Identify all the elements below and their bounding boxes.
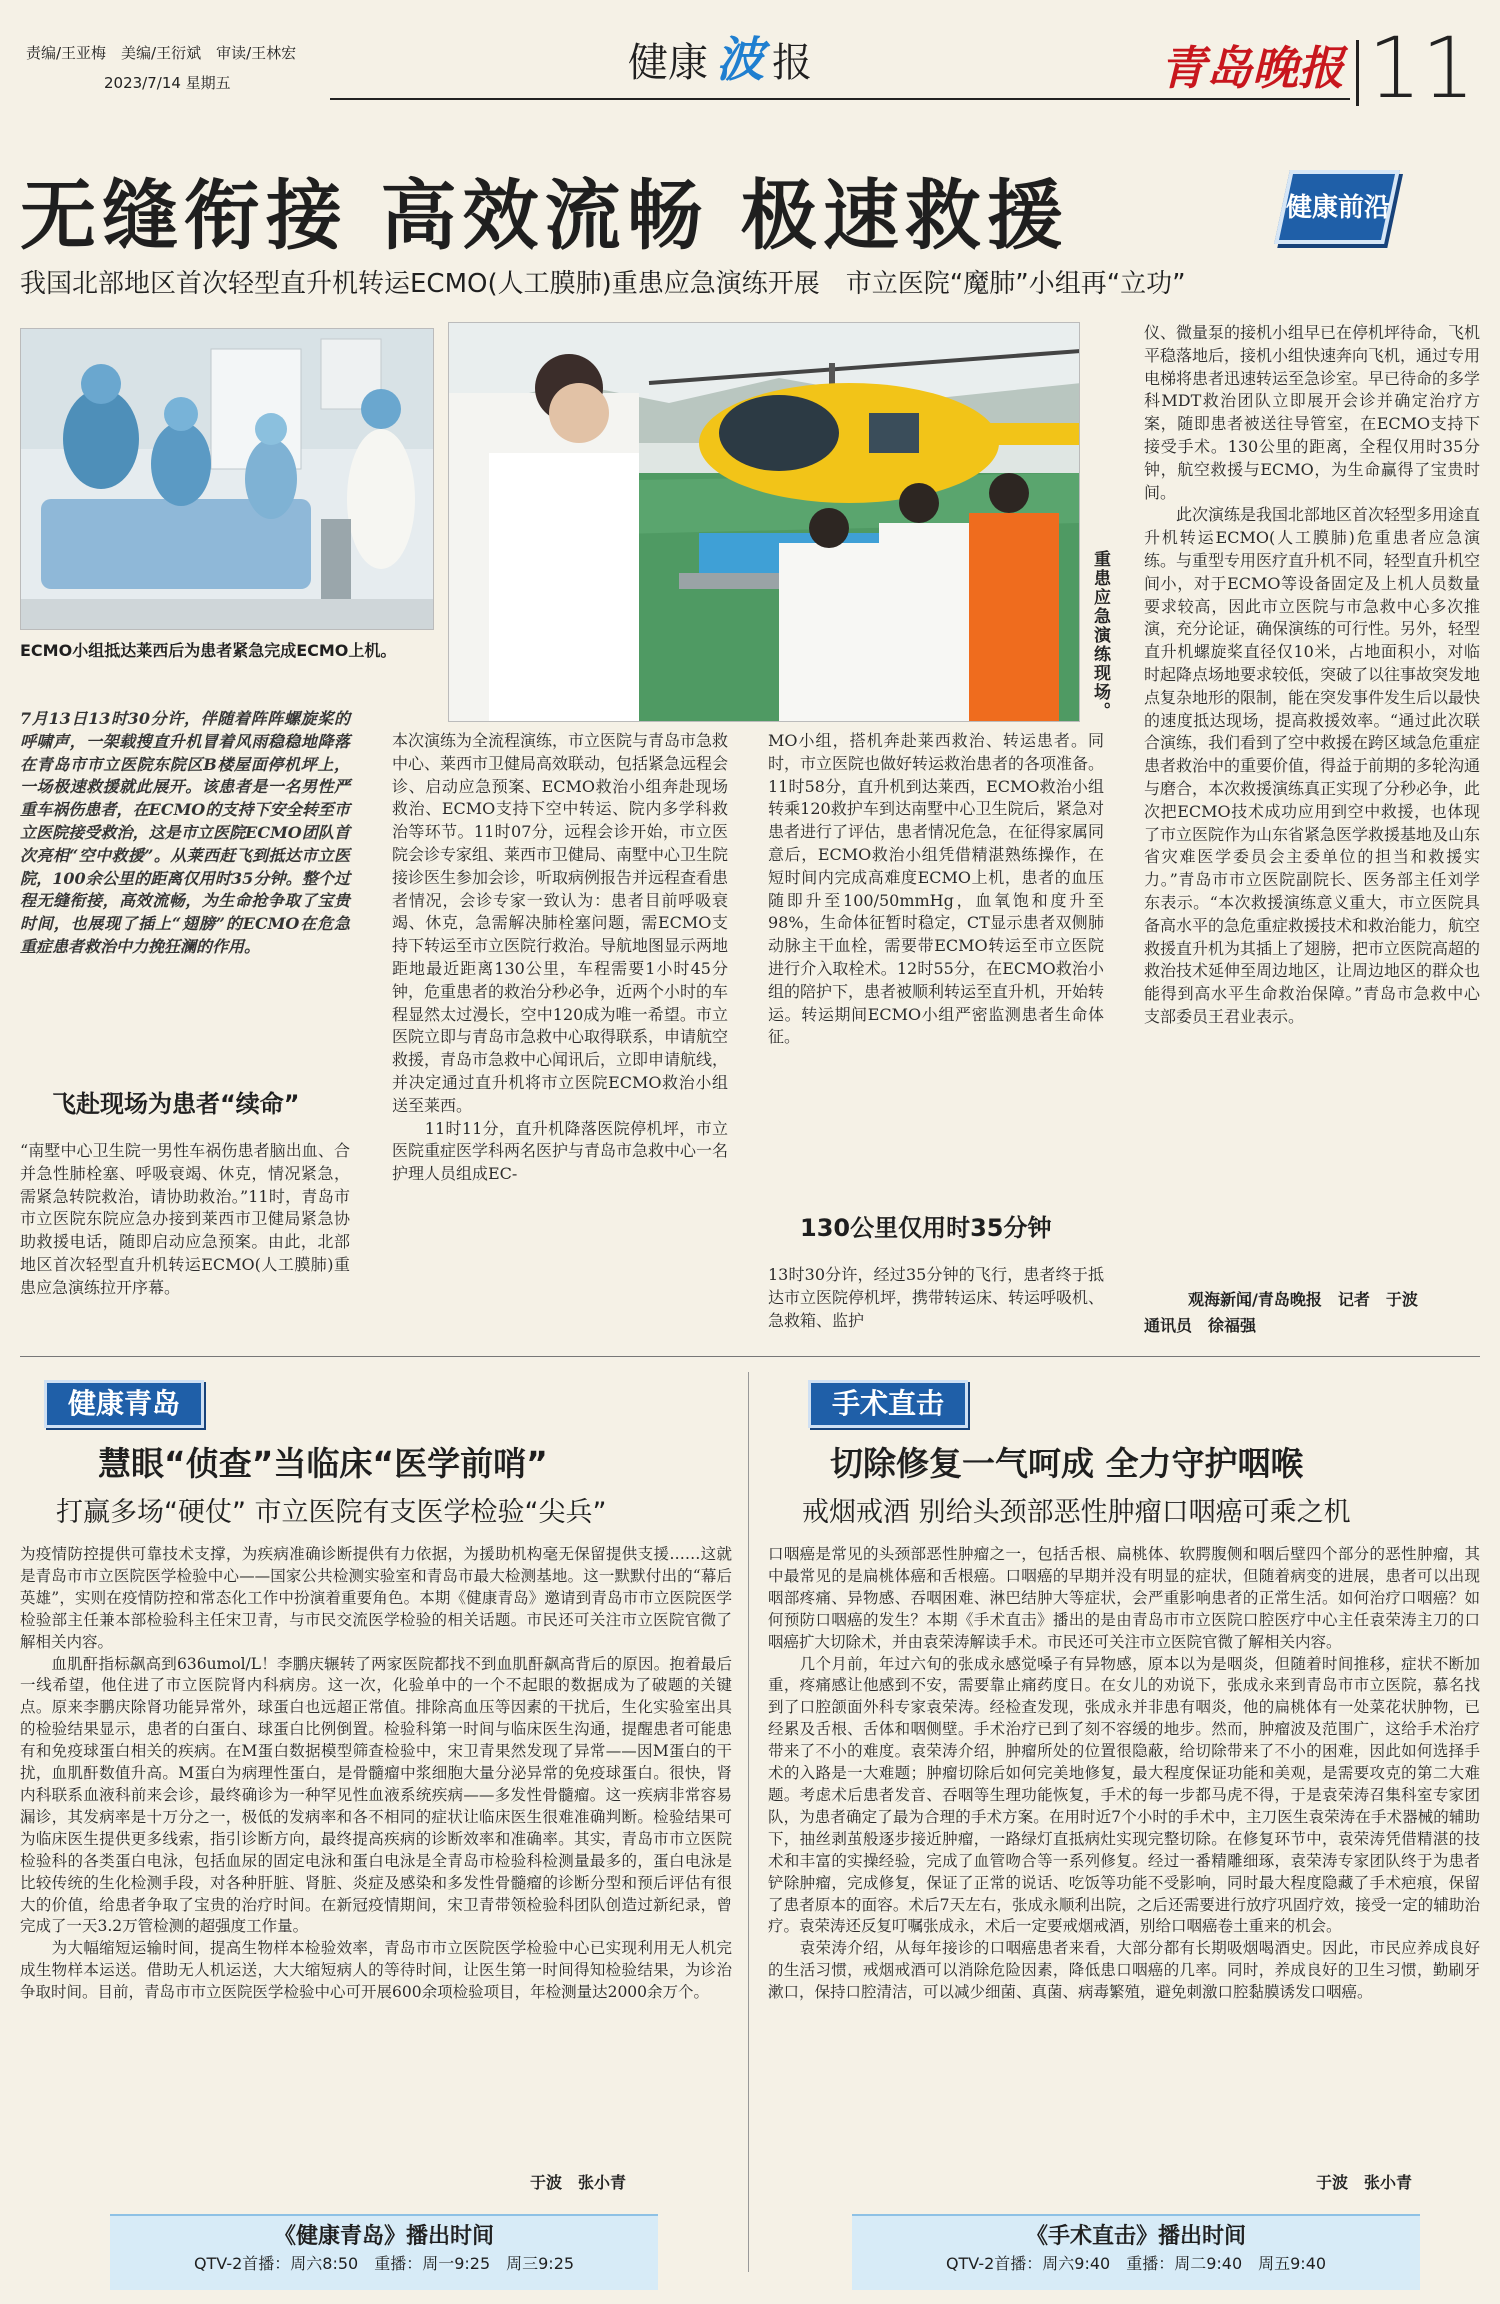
page-number: 11 xyxy=(1368,19,1475,117)
header-rule xyxy=(330,98,1350,100)
left-tag: 健康青岛 xyxy=(44,1380,204,1428)
section-title-b: 波 xyxy=(716,32,765,88)
section-title-c: 报 xyxy=(772,40,813,86)
editors-line: 责编/王亚梅 美编/王衍斌 审读/王林宏 xyxy=(26,44,297,62)
photo-ecmo-procedure-art xyxy=(21,329,434,630)
column-divider xyxy=(748,1372,749,2272)
lead-subhead: 我国北部地区首次轻型直升机转运ECMO(人工膜肺)重患应急演练开展 市立医院“魔肺”小组再“立功” xyxy=(20,269,1186,299)
right-subhead: 戒烟戒酒 别给头颈部恶性肿瘤口咽癌可乘之机 xyxy=(802,1497,1351,1528)
lead-byline-2: 通讯员 徐福强 xyxy=(1144,1316,1257,1335)
right-body: 口咽癌是常见的头颈部恶性肿瘤之一，包括舌根、扁桃体、软腭腹侧和咽后壁四个部分的恶性肿瘤，其中最常见的是扁桃体癌和舌根癌。口咽癌的早期并没有明显的症状，但随着病变的进展，患者可以出现咽部疼痛、异物感、吞咽困难、淋巴结肿大等症状，会严重影响患者的正常生活。如何治疗口咽癌？如何预防口咽癌的发生？本期《手术直击》播出的是由青岛市市立医院口腔医疗中心主任袁荣涛主刀的口咽癌扩大切除术，并由袁荣涛解读手术。市民还可关注市立医院官微了解相关内容。 几个月前，年过六旬的张成永感觉嗓子有异物感，原本以为是咽炎，但随着时间推移，症状不断加重，疼痛感让他感到不安，需要靠止痛药度日。在女儿的劝说下，张成永来到青岛市市立医院，慕名找到了口腔颌面外科专家袁荣涛。经检查发现，张成永并非患有咽炎，他的扁桃体有一处菜花状肿物，已经累及舌根、舌体和咽侧壁。手术治疗已到了刻不容缓的地步。然而，肿瘤波及范围广，这给手术治疗带来了不小的难度。袁荣涛介绍，肿瘤所处的位置很隐蔽，给切除带来了不小的困难，因此如何选择手术的入路是一大难题；肿瘤切除后如何完美地修复，最大程度保证功能和美观，是需要攻克的第二大难题。考虑术后患者发音、吞咽等生理功能恢复，手术的每一步都马虎不得，于是袁荣涛召集科室专家团队，为患者确定了最为合理的手术方案。在用时近7个小时的手术中，主刀医生袁荣涛在手术器械的辅助下，抽丝剥茧般逐步接近肿瘤，一路绿灯直抵病灶实现完整切除。在修复环节中，袁荣涛凭借精湛的技术和丰富的实操经验，完成了血管吻合等一系列修复。经过一番精雕细琢，袁荣涛专家团队终于为患者铲除肿瘤，完成修复，保证了正常的说话、吃饭等功能不受影响，同时最大程度隐藏了手术疤痕，保留了患者原本的面容。术后7天左右，张成永顺利出院，之后还需要进行放疗巩固疗效，接受一定的辅助治疗。袁荣涛还反复叮嘱张成永，术后一定要戒烟戒酒，别给口咽癌卷土重来的机会。 袁荣涛介绍，从每年接诊的口咽癌患者来看，大部分都有长期吸烟喝酒史。因此，市民应养成良好的生活习惯，戒烟戒酒可以消除危险因素，降低患口咽癌的几率。同时，养成良好的卫生习惯，勤刷牙漱口，保持口腔清洁，可以减少细菌、真菌、病毒繁殖，避免刺激口腔黏膜诱发口咽癌。 xyxy=(768,1545,1480,2002)
left-broadcast-bar xyxy=(110,2214,658,2290)
right-byline: 于波 张小青 xyxy=(1316,2173,1413,2192)
lead-subhead-1: 飞赴现场为患者“续命” xyxy=(52,1090,300,1118)
right-broadcast-schedule: QTV-2首播：周六9:40 重播：周二9:40 周五9:40 xyxy=(945,2254,1327,2273)
header-divider xyxy=(1356,40,1359,106)
lead-col3-text2: 13时30分许，经过35分钟的飞行，患者终于抵达市立医院停机坪，携带转运床、转运呼吸机、急救箱、监护 xyxy=(768,1265,1105,1330)
lead-col1-text: “南墅中心卫生院一男性车祸伤患者脑出血、合并急性肺栓塞、呼吸衰竭、休克，情况紧急，需紧急转院救治，请协助救治。”11时，青岛市市立医院东院应急办接到莱西市卫健局紧急协助救援电话，随即启动应急预案。由此，北部地区首次轻型直升机转运ECMO(人工膜肺)重患应急演练拉开序幕。 xyxy=(20,1141,350,1297)
lead-badge: 健康前沿 xyxy=(1285,193,1390,223)
lead-byline: 观海新闻/青岛晚报 记者 于波 xyxy=(1188,1290,1418,1309)
right-headline: 切除修复一气呵成 全力守护咽喉 xyxy=(830,1444,1304,1483)
lead-intro: 7月13日13时30分许，伴随着阵阵螺旋桨的呼啸声，一架载搜直升机冒着风雨稳稳地降落在青岛市市立医院东院区B楼屋面停机坪上，一场极速救援就此展开。该患者是一名男性严重车祸伤患者，在ECMO的支持下安全转至市立医院接受救治，这是市立医院ECMO团队首次亮相“空中救援”。从莱西赶飞到抵达市立医院，100余公里的距离仅用时35分钟。整个过程无缝衔接，高效流畅，为生命抢争取了宝贵时间，也展现了插上“翅膀”的ECMO在危急重症患者救治中力挽狂澜的作用。 xyxy=(20,709,350,956)
section-divider xyxy=(20,1356,1480,1357)
masthead-logo: 青岛晚报 xyxy=(1160,41,1344,95)
lead-col3-text: MO小组，搭机奔赴莱西救治、转运患者。同时，市立医院也做好转运救治患者的各项准备。11时58分，直升机到达莱西，ECMO救治小组转乘120救护车到达南墅中心卫生院后，紧急对患者进行了评估，患者情况危急，在征得家属同意后，ECMO救治小组凭借精湛熟练操作，在短时间内完成高难度ECMO上机，患者的血压随即升至100/50mmHg，血氧饱和度升至98%，生命体征暂时稳定，CT显示患者双侧肺动脉主干血栓，需要带ECMO转运至市立医院进行介入取栓术。12时55分，在ECMO救治小组的陪护下，患者被顺利转运至直升机，开始转运。转运期间ECMO小组严密监测患者生命体征。 xyxy=(768,731,1105,1047)
section-title xyxy=(628,30,812,90)
section-title-a: 健康 xyxy=(628,40,708,86)
right-broadcast-bar xyxy=(852,2214,1420,2290)
left-byline: 于波 张小青 xyxy=(530,2173,627,2192)
photo2-caption: 重患应急演练现场。 xyxy=(1090,550,1110,721)
left-body: 为疫情防控提供可靠技术支撑，为疾病准确诊断提供有力依据，为援助机构毫无保留提供支援……这就是青岛市市立医院医学检验中心——国家公共检测实验室和青岛市最大检测基地。这一默默付出的“幕后英雄”，实则在疫情防控和常态化工作中扮演着重要角色。本期《健康青岛》邀请到青岛市市立医院医学检验部主任兼本部检验科主任宋卫青，与市民交流医学检验的相关话题。市民还可关注市立医院官微了解相关内容。 血肌酐指标飙高到636umol/L！李鹏庆辗转了两家医院都找不到血肌酐飙高背后的原因。抱着最后一线希望，他住进了市立医院肾内科病房。这一次，化验单中的一个不起眼的数据成为了破题的关键点。原来李鹏庆除肾功能异常外，球蛋白也远超正常值。排除高血压等因素的干扰后，生化实验室出具的检验结果显示，患者的白蛋白、球蛋白比例倒置。检验科第一时间与临床医生沟通，提醒患者可能患有和免疫球蛋白相关的疾病。在M蛋白数据模型筛查检验中，宋卫青果然发现了异常——因M蛋白的干扰，血肌酐数值升高。M蛋白为病理性蛋白，是骨髓瘤中浆细胞大量分泌异常的免疫球蛋白。很快，肾内科联系血液科前来会诊，最终确诊为一种罕见性血液系统疾病——多发性骨髓瘤。这一疾病非常容易漏诊，其发病率是十万分之一，极低的发病率和各不相同的症状让临床医生很难准确判断。检验结果可为临床医生提供更多线索，指引诊断方向，最终提高疾病的诊断效率和准确率。其实，青岛市市立医院检验科的各类蛋白电泳，包括血尿的固定电泳和蛋白电泳是全青岛市检验科检测量最多的，蛋白电泳是比较传统的生化检测手段，对各种肝脏、肾脏、炎症及感染和多发性骨髓瘤的诊断分型和预后评估有很大的价值，给患者争取了宝贵的治疗时间。在新冠疫情期间，宋卫青带领检验科团队创造过新纪录，曾完成了一天3.2万管检测的超强度工作量。 为大幅缩短运输时间，提高生物样本检验效率，青岛市市立医院医学检验中心已实现利用无人机完成生物样本运送。借助无人机运送，大大缩短病人的等待时间，让医生第一时间得知检验结果，为诊治争取时间。目前，青岛市市立医院医学检验中心可开展600余项检验项目，年检测量达2000余万个。 xyxy=(20,1545,732,2002)
photo-ecmo-procedure xyxy=(20,328,434,630)
left-broadcast-title: 《健康青岛》播出时间 xyxy=(273,2223,494,2249)
lead-col4-text: 仪、微量泵的接机小组早已在停机坪待命，飞机平稳落地后，接机小组快速奔向飞机，通过专用电梯将患者迅速转运至急诊室。早已待命的多学科MDT救治团队立即展开会诊并确定治疗方案，随即患者被送往导管室，在ECMO支持下接受手术。130公里的距离，全程仅用时35分钟，航空救援与ECMO，为生命赢得了宝贵时间。 此次演练是我国北部地区首次轻型多用途直升机转运ECMO(人工膜肺)危重患者应急演练。与重型专用医疗直升机不同，轻型直升机空间小，对于ECMO等设备固定及上机人员数量要求较高，因此市立医院与市急救中心多次推演，充分论证，确保演练的可行性。另外，轻型直升机螺旋桨直径仅10米，占地面积小，对临时起降点场地要求较低，突破了以往事故突发地点复杂地形的限制，能在突发事件发生后以最快的速度抵达现场，提高救援效率。“通过此次联合演练，我们看到了空中救援在跨区域急危重症患者救治中的重要价值，得益于前期的多轮沟通与磨合，本次救援演练真正实现了分秒必争，此次把ECMO技术成功应用到空中救援，也体现了市立医院作为山东省紧急医学救援基地及山东省灾难医学委员会主委单位的担当和救援实力。”青岛市市立医院副院长、医务部主任刘学东表示。“本次救援演练意义重大，市立医院具备高水平的急危重症救援技术和救治能力，航空救援直升机为其插上了翅膀，把市立医院高超的救治技术延伸至周边地区，让周边地区的群众也能得到高水平生命救治保障。”青岛市急救中心支部委员王君业表示。 xyxy=(1144,323,1481,1026)
lead-headline: 无缝衔接 高效流畅 极速救援 xyxy=(20,171,1069,260)
right-broadcast-title: 《手术直击》播出时间 xyxy=(1025,2223,1246,2249)
photo-helicopter-scene xyxy=(448,322,1080,722)
lead-subhead-2: 130公里仅用时35分钟 xyxy=(800,1214,1052,1242)
left-subhead: 打赢多场“硬仗” 市立医院有支医学检验“尖兵” xyxy=(56,1497,607,1528)
issue-date: 2023/7/14 星期五 xyxy=(104,74,231,92)
left-broadcast-schedule: QTV-2首播：周六8:50 重播：周一9:25 周三9:25 xyxy=(193,2254,575,2273)
right-tag: 手术直击 xyxy=(808,1380,968,1428)
left-headline: 慧眼“侦查”当临床“医学前哨” xyxy=(98,1444,548,1483)
photo-helicopter-scene-art xyxy=(449,323,1080,722)
photo1-caption: ECMO小组抵达莱西后为患者紧急完成ECMO上机。 xyxy=(20,641,397,660)
lead-col2-text: 本次演练为全流程演练，市立医院与青岛市急救中心、莱西市卫健局高效联动，包括紧急远程会诊、启动应急预案、ECMO救治小组奔赴现场救治、ECMO支持下空中转运、院内多学科救治等环节。11时07分，远程会诊开始，市立医院会诊专家组、莱西市卫健局、南墅中心卫生院接诊医生参加会诊，听取病例报告并远程查看患者情况，会诊专家一致认为：患者目前呼吸衰竭、休克，急需解决肺栓塞问题，需ECMO支持下转运至市立医院行救治。导航地图显示两地距地最近距离130公里，车程需要1小时45分钟，危重患者的救治分秒必争，近两个小时的车程显然太过漫长，空中120成为唯一希望。市立医院立即与青岛市急救中心取得联系，申请航空救援，青岛市急救中心闻讯后，立即申请航线，并决定通过直升机将市立医院ECMO救治小组送至莱西。 11时11分，直升机降落医院停机坪，市立医院重症医学科两名医护与青岛市急救中心一名护理人员组成EC- xyxy=(392,731,729,1184)
